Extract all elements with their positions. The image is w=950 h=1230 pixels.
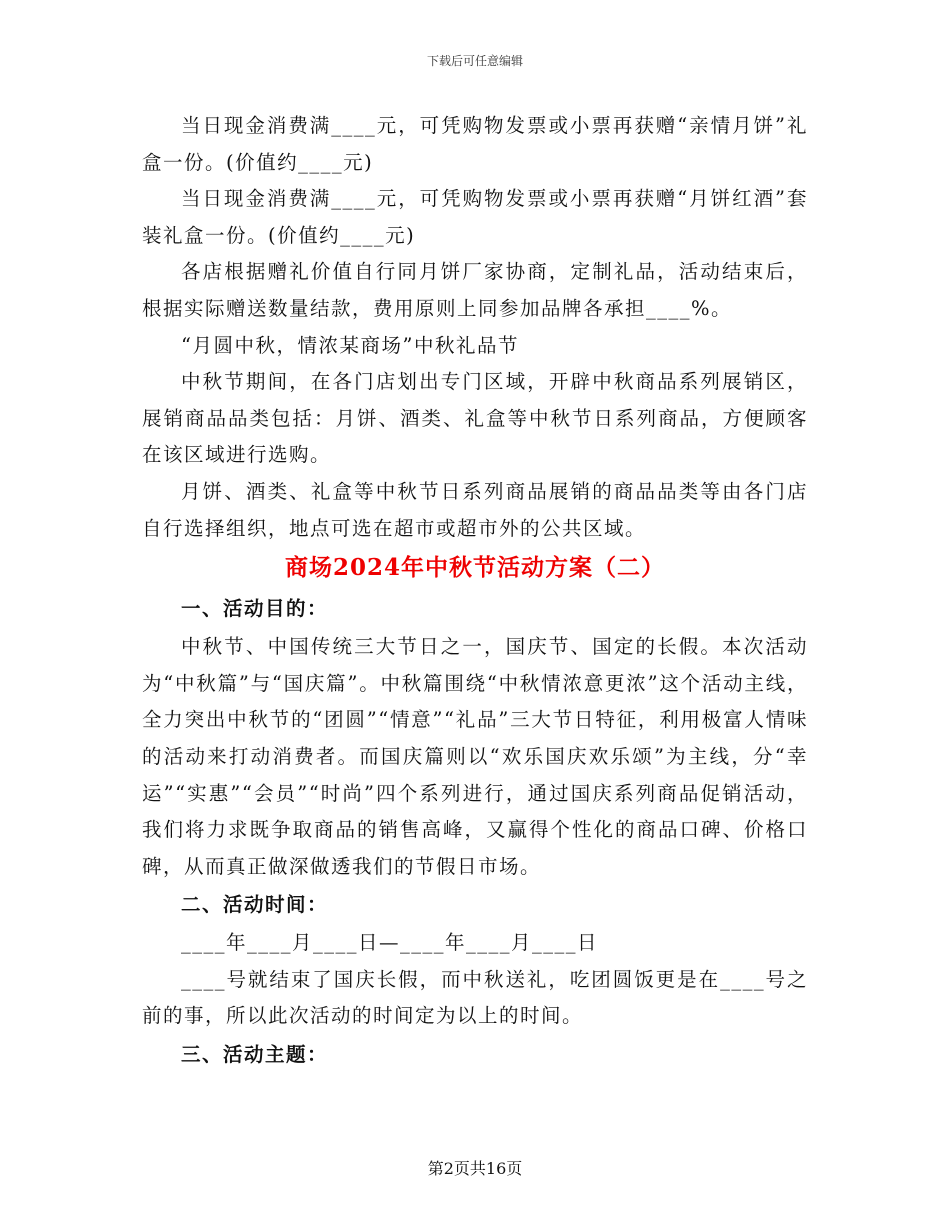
paragraph-exhibition-organize: 月饼、酒类、礼盒等中秋节日系列商品展销的商品品类等由各门店自行选择组织，地点可选在超市或超市外的公共区域。 bbox=[142, 479, 808, 540]
section-title: 商场2024年中秋节活动方案（二） bbox=[284, 554, 665, 582]
heading-activity-time: 二、活动时间： bbox=[181, 893, 329, 917]
page-header: 下载后可任意编辑 bbox=[426, 54, 523, 68]
heading-activity-theme: 三、活动主题： bbox=[181, 1043, 329, 1067]
page-number: 第2页共16页 bbox=[427, 1159, 523, 1178]
paragraph-gift-settlement: 各店根据赠礼价值自行同月饼厂家协商，定制礼品，活动结束后，根据实际赠送数量结款，费用原则上同参加品牌各承担____%。 bbox=[142, 260, 808, 320]
paragraph-gift-mooncake: 当日现金消费满____元，可凭购物发票或小票再获赠“亲情月饼”礼盒一份。(价值约____元) bbox=[142, 114, 808, 174]
paragraph-gift-wine: 当日现金消费满____元，可凭购物发票或小票再获赠“月饼红酒”套装礼盒一份。(价值约____元) bbox=[142, 187, 808, 247]
paragraph-gift-festival-title: “月圆中秋，情浓某商场”中秋礼品节 bbox=[181, 333, 519, 357]
paragraph-date-range: ____年____月____日—____年____月____日 bbox=[181, 931, 599, 955]
heading-activity-purpose: 一、活动目的： bbox=[181, 597, 329, 621]
paragraph-exhibition-area: 中秋节期间，在各门店划出专门区域，开辟中秋商品系列展销区，展销商品品类包括：月饼、酒类、礼盒等中秋节日系列商品，方便顾客在该区域进行选购。 bbox=[142, 370, 808, 467]
paragraph-time-explanation: ____号就结束了国庆长假，而中秋送礼，吃团圆饭更是在____号之前的事，所以此次活动的时间定为以上的时间。 bbox=[142, 967, 808, 1028]
paragraph-activity-purpose: 中秋节、中国传统三大节日之一，国庆节、国定的长假。本次活动为“中秋篇”与“国庆篇”。中秋篇围绕“中秋情浓意更浓”这个活动主线，全力突出中秋节的“团圆”“情意”“礼品”三大节日特征，利用极富人情味的活动来打动消费者。而国庆篇则以“欢乐国庆欢乐颂”为主线，分“幸运”“实惠”“会员”“时尚”四个系列进行，通过国庆系列商品促销活动，我们将力求既争取商品的销售高峰，又赢得个性化的商品口碑、价格口碑，从而真正做深做透我们的节假日市场。 bbox=[142, 635, 808, 878]
document-body bbox=[142, 108, 808, 1075]
